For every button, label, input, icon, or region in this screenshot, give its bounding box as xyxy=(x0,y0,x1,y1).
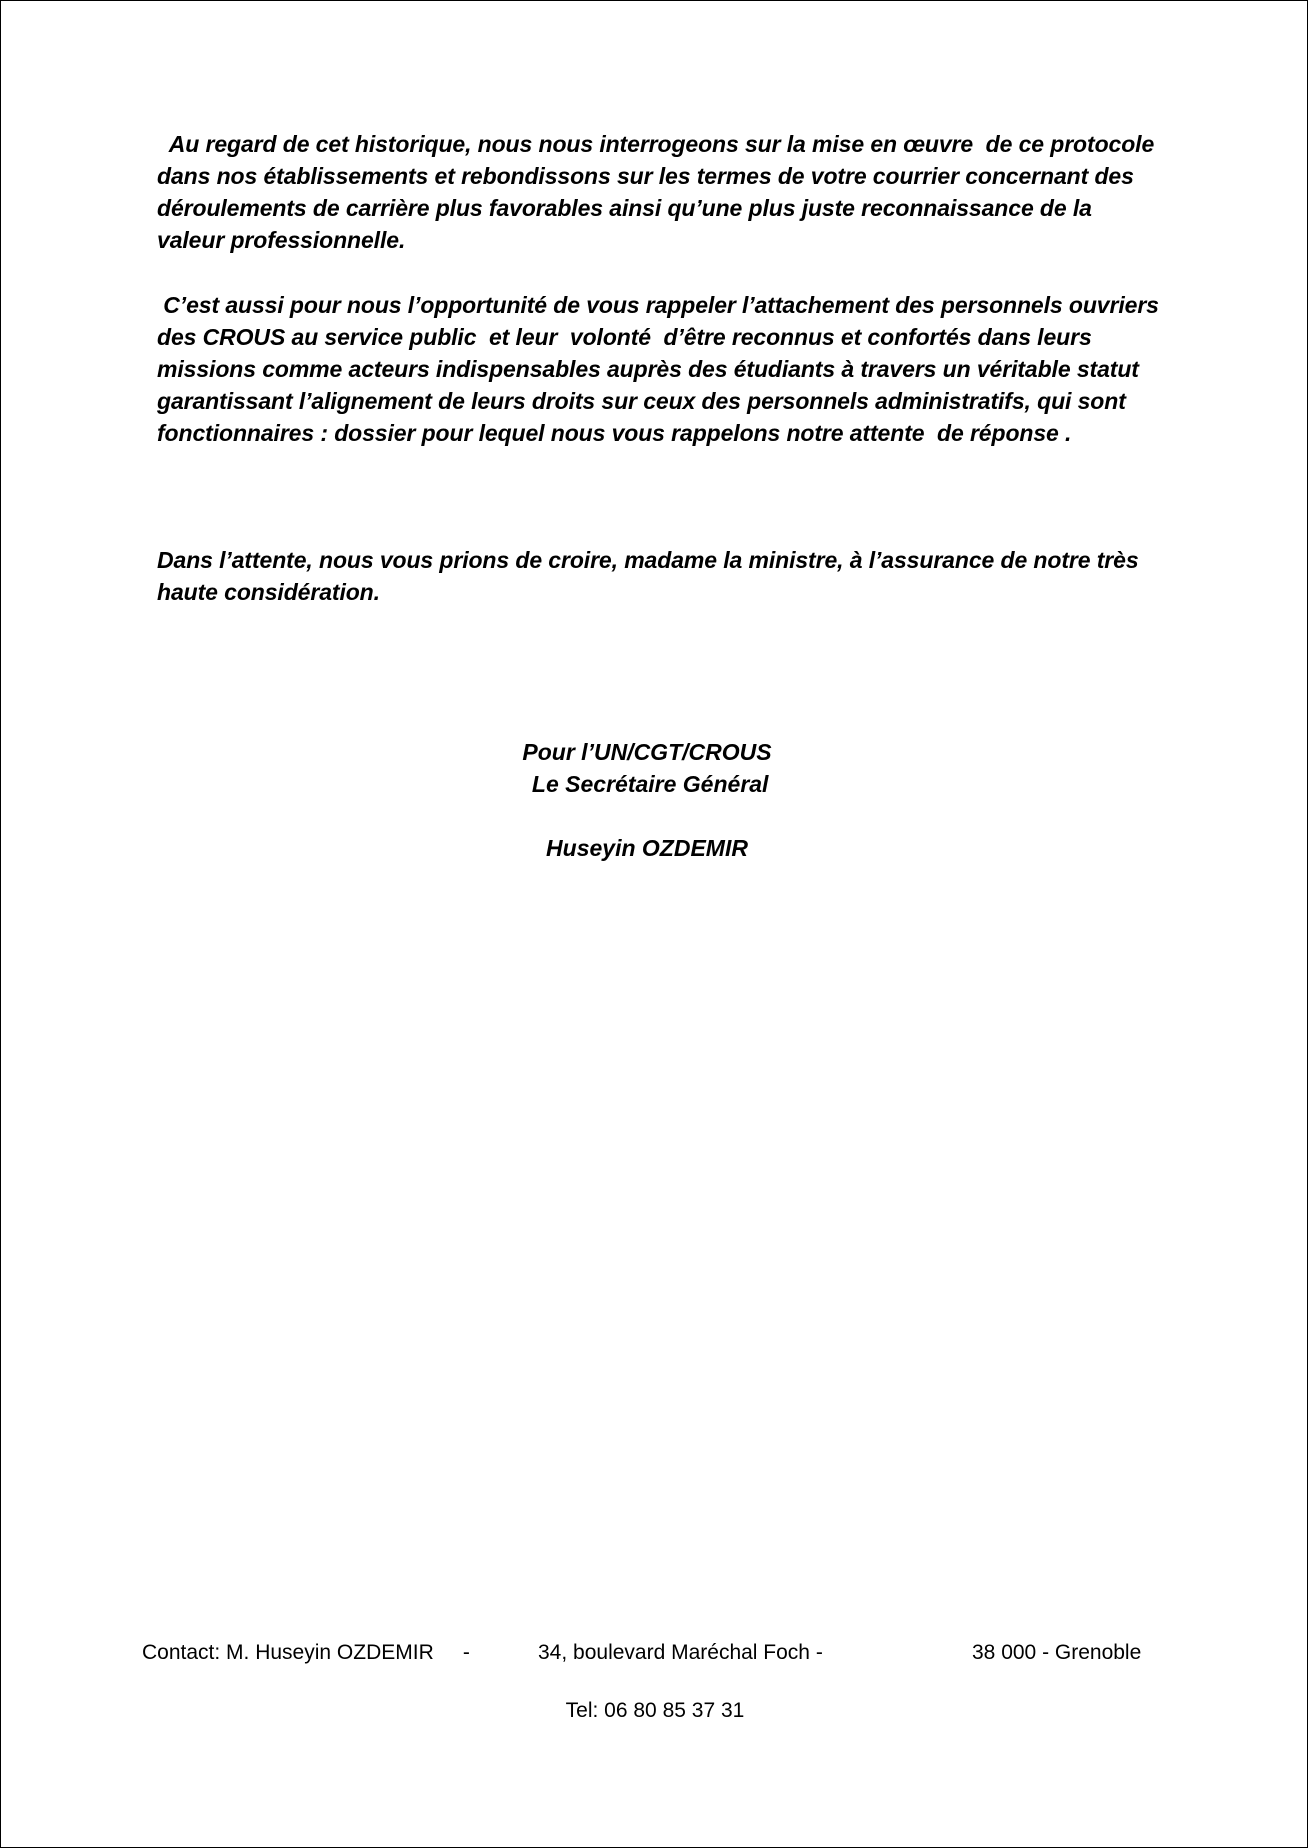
footer-contact: Contact: M. Huseyin OZDEMIR - xyxy=(142,1641,470,1664)
signature-organisation: Pour l’UN/CGT/CROUS xyxy=(522,739,772,765)
footer-address: 34, boulevard Maréchal Foch - xyxy=(538,1641,823,1664)
paragraph-line: Au regard de cet historique, nous nous interrogeons sur la mise en œuvre de ce protocole xyxy=(157,131,1155,157)
footer-telephone: Tel: 06 80 85 37 31 xyxy=(565,1699,745,1722)
signature-title: Le Secrétaire Général xyxy=(525,771,769,797)
paragraph-line: dans nos établissements et rebondissons sur les termes de votre courrier concernant des xyxy=(157,163,1134,189)
paragraph-attachement xyxy=(157,289,1157,449)
footer-contact-row xyxy=(1,1637,1308,1669)
paragraph-line: fonctionnaires : dossier pour lequel nous vous rappelons notre attente de réponse . xyxy=(157,420,1072,446)
paragraph-line: valeur professionnelle. xyxy=(157,227,406,253)
paragraph-line: des CROUS au service public et leur volonté d’être reconnus et confortés dans leurs xyxy=(157,324,1092,350)
paragraph-line: Dans l’attente, nous vous prions de croire, madame la ministre, à l’assurance de notre très xyxy=(157,547,1139,573)
signatory-name: Huseyin OZDEMIR xyxy=(546,835,748,861)
paragraph-line: C’est aussi pour nous l’opportunité de vous rappeler l’attachement des personnels ouvriers xyxy=(157,292,1159,318)
paragraph-line: missions comme acteurs indispensables auprès des étudiants à travers un véritable statut xyxy=(157,356,1139,382)
paragraph-line: haute considération. xyxy=(157,579,380,605)
paragraph-closing xyxy=(157,544,1157,608)
footer-city: 38 000 - Grenoble xyxy=(972,1641,1142,1664)
paragraph-line: déroulements de carrière plus favorables ainsi qu’une plus juste reconnaissance de la xyxy=(157,195,1092,221)
paragraph-line: garantissant l’alignement de leurs droits sur ceux des personnels administratifs, qui sont xyxy=(157,388,1126,414)
signature-block xyxy=(455,736,839,864)
paragraph-historique xyxy=(157,128,1157,256)
